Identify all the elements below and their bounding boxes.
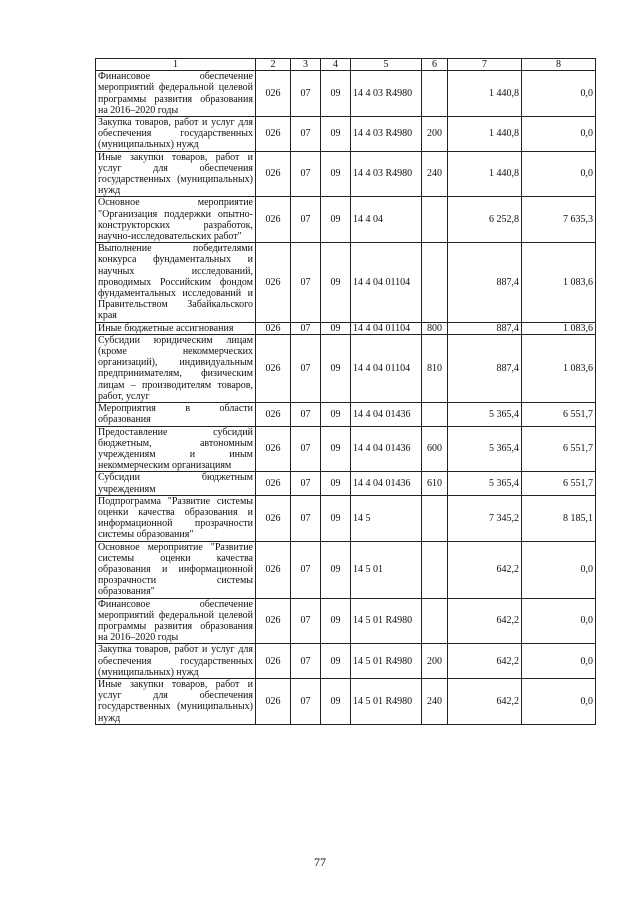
- section-cell: 07: [291, 151, 321, 197]
- admin-code-cell: 026: [256, 71, 291, 117]
- admin-code-cell: 026: [256, 151, 291, 197]
- target-article-cell: 14 4 04 01436: [351, 403, 422, 426]
- section-cell: 07: [291, 71, 321, 117]
- section-cell: 07: [291, 678, 321, 724]
- target-article-cell: 14 4 04 01104: [351, 334, 422, 402]
- section-cell: 07: [291, 334, 321, 402]
- header-cell: 2: [256, 59, 291, 71]
- row-name-cell: Основное мероприятие "Развитие системы оценки качества образования и информационной прозрачности системы образования": [96, 541, 256, 598]
- subsection-cell: 09: [321, 598, 351, 644]
- admin-code-cell: 026: [256, 117, 291, 152]
- header-cell: 8: [522, 59, 596, 71]
- expense-type-cell: 600: [422, 426, 448, 472]
- table-row: [96, 151, 596, 197]
- amount-year2-cell: 6 551,7: [522, 426, 596, 472]
- amount-year1-cell: 7 345,2: [448, 495, 522, 541]
- admin-code-cell: 026: [256, 197, 291, 243]
- amount-year2-cell: 8 185,1: [522, 495, 596, 541]
- header-cell: 7: [448, 59, 522, 71]
- row-name-cell: Закупка товаров, работ и услуг для обеспечения государственных (муниципальных) нужд: [96, 117, 256, 152]
- amount-year2-cell: 1 083,6: [522, 243, 596, 322]
- expense-type-cell: 810: [422, 334, 448, 402]
- admin-code-cell: 026: [256, 598, 291, 644]
- amount-year1-cell: 887,4: [448, 243, 522, 322]
- expense-type-cell: 240: [422, 151, 448, 197]
- section-cell: 07: [291, 403, 321, 426]
- subsection-cell: 09: [321, 334, 351, 402]
- amount-year1-cell: 6 252,8: [448, 197, 522, 243]
- expense-type-cell: [422, 403, 448, 426]
- row-name-cell: Субсидии юридическим лицам (кроме некоммерческих организаций), индивидуальным предпринимателям, физическим лицам – производителям товаров, работ, услуг: [96, 334, 256, 402]
- table-row: [96, 644, 596, 679]
- row-name-cell: Выполнение победителями конкурса фундаментальных и научных исследований, проводимых Российским фондом фундаментальных исследований и Правительством Забайкальского края: [96, 243, 256, 322]
- header-cell: 4: [321, 59, 351, 71]
- header-row: [96, 59, 596, 71]
- row-name-cell: Подпрограмма "Развитие системы оценки качества образования и информационной прозрачности системы образования": [96, 495, 256, 541]
- table-row: [96, 334, 596, 402]
- admin-code-cell: 026: [256, 243, 291, 322]
- amount-year2-cell: 6 551,7: [522, 472, 596, 495]
- section-cell: 07: [291, 598, 321, 644]
- target-article-cell: 14 4 04 01104: [351, 243, 422, 322]
- table-row: [96, 117, 596, 152]
- target-article-cell: 14 5 01 R4980: [351, 644, 422, 679]
- subsection-cell: 09: [321, 197, 351, 243]
- table-row: [96, 197, 596, 243]
- expense-type-cell: [422, 541, 448, 598]
- table-row: [96, 403, 596, 426]
- subsection-cell: 09: [321, 71, 351, 117]
- row-name-cell: Закупка товаров, работ и услуг для обеспечения государственных (муниципальных) нужд: [96, 644, 256, 679]
- table-row: [96, 472, 596, 495]
- amount-year1-cell: 1 440,8: [448, 151, 522, 197]
- expense-type-cell: [422, 243, 448, 322]
- table-row: [96, 322, 596, 334]
- target-article-cell: 14 4 04 01436: [351, 426, 422, 472]
- subsection-cell: 09: [321, 678, 351, 724]
- amount-year2-cell: 0,0: [522, 151, 596, 197]
- section-cell: 07: [291, 644, 321, 679]
- header-cell: 1: [96, 59, 256, 71]
- expense-type-cell: [422, 598, 448, 644]
- section-cell: 07: [291, 197, 321, 243]
- row-name-cell: Иные закупки товаров, работ и услуг для обеспечения государственных (муниципальных) нужд: [96, 151, 256, 197]
- subsection-cell: 09: [321, 541, 351, 598]
- expense-type-cell: 200: [422, 117, 448, 152]
- section-cell: 07: [291, 243, 321, 322]
- section-cell: 07: [291, 322, 321, 334]
- section-cell: 07: [291, 541, 321, 598]
- amount-year1-cell: 5 365,4: [448, 403, 522, 426]
- expense-type-cell: [422, 197, 448, 243]
- subsection-cell: 09: [321, 322, 351, 334]
- row-name-cell: Финансовое обеспечение мероприятий федеральной целевой программы развития образования на 2016–2020 годы: [96, 71, 256, 117]
- admin-code-cell: 026: [256, 403, 291, 426]
- expense-type-cell: 610: [422, 472, 448, 495]
- amount-year1-cell: 642,2: [448, 598, 522, 644]
- admin-code-cell: 026: [256, 644, 291, 679]
- amount-year1-cell: 642,2: [448, 644, 522, 679]
- table-row: [96, 541, 596, 598]
- table-row: [96, 426, 596, 472]
- row-name-cell: Финансовое обеспечение мероприятий федеральной целевой программы развития образования на 2016–2020 годы: [96, 598, 256, 644]
- header-cell: 6: [422, 59, 448, 71]
- amount-year1-cell: 887,4: [448, 322, 522, 334]
- amount-year2-cell: 6 551,7: [522, 403, 596, 426]
- target-article-cell: 14 4 03 R4980: [351, 117, 422, 152]
- row-name-cell: Основное мероприятие "Организация поддержки опытно-конструкторских разработок, научно-исследовательских работ": [96, 197, 256, 243]
- admin-code-cell: 026: [256, 541, 291, 598]
- target-article-cell: 14 5 01: [351, 541, 422, 598]
- amount-year2-cell: 0,0: [522, 117, 596, 152]
- amount-year1-cell: 5 365,4: [448, 426, 522, 472]
- table-row: [96, 71, 596, 117]
- table-body: [96, 71, 596, 725]
- section-cell: 07: [291, 472, 321, 495]
- admin-code-cell: 026: [256, 678, 291, 724]
- header-cell: 3: [291, 59, 321, 71]
- row-name-cell: Иные бюджетные ассигнования: [96, 322, 256, 334]
- target-article-cell: 14 5: [351, 495, 422, 541]
- target-article-cell: 14 4 03 R4980: [351, 151, 422, 197]
- expense-type-cell: [422, 71, 448, 117]
- subsection-cell: 09: [321, 495, 351, 541]
- amount-year2-cell: 0,0: [522, 541, 596, 598]
- subsection-cell: 09: [321, 426, 351, 472]
- target-article-cell: 14 5 01 R4980: [351, 678, 422, 724]
- subsection-cell: 09: [321, 403, 351, 426]
- amount-year2-cell: 0,0: [522, 644, 596, 679]
- admin-code-cell: 026: [256, 426, 291, 472]
- subsection-cell: 09: [321, 151, 351, 197]
- amount-year2-cell: 1 083,6: [522, 334, 596, 402]
- amount-year1-cell: 5 365,4: [448, 472, 522, 495]
- row-name-cell: Субсидии бюджетным учреждениям: [96, 472, 256, 495]
- section-cell: 07: [291, 495, 321, 541]
- amount-year2-cell: 0,0: [522, 598, 596, 644]
- target-article-cell: 14 5 01 R4980: [351, 598, 422, 644]
- subsection-cell: 09: [321, 117, 351, 152]
- budget-table: [95, 58, 596, 725]
- table-row: [96, 598, 596, 644]
- subsection-cell: 09: [321, 472, 351, 495]
- admin-code-cell: 026: [256, 495, 291, 541]
- amount-year2-cell: 0,0: [522, 678, 596, 724]
- admin-code-cell: 026: [256, 334, 291, 402]
- admin-code-cell: 026: [256, 322, 291, 334]
- expense-type-cell: 240: [422, 678, 448, 724]
- table-row: [96, 678, 596, 724]
- target-article-cell: 14 4 04 01104: [351, 322, 422, 334]
- row-name-cell: Мероприятия в области образования: [96, 403, 256, 426]
- row-name-cell: Иные закупки товаров, работ и услуг для обеспечения государственных (муниципальных) нужд: [96, 678, 256, 724]
- amount-year1-cell: 887,4: [448, 334, 522, 402]
- section-cell: 07: [291, 426, 321, 472]
- header-cell: 5: [351, 59, 422, 71]
- admin-code-cell: 026: [256, 472, 291, 495]
- subsection-cell: 09: [321, 644, 351, 679]
- target-article-cell: 14 4 04 01436: [351, 472, 422, 495]
- amount-year1-cell: 642,2: [448, 678, 522, 724]
- section-cell: 07: [291, 117, 321, 152]
- expense-type-cell: 800: [422, 322, 448, 334]
- row-name-cell: Предоставление субсидий бюджетным, автономным учреждениям и иным некоммерческим организациям: [96, 426, 256, 472]
- expense-type-cell: 200: [422, 644, 448, 679]
- table-row: [96, 495, 596, 541]
- amount-year1-cell: 1 440,8: [448, 117, 522, 152]
- expense-type-cell: [422, 495, 448, 541]
- target-article-cell: 14 4 04: [351, 197, 422, 243]
- amount-year2-cell: 7 635,3: [522, 197, 596, 243]
- subsection-cell: 09: [321, 243, 351, 322]
- amount-year2-cell: 1 083,6: [522, 322, 596, 334]
- amount-year1-cell: 1 440,8: [448, 71, 522, 117]
- amount-year1-cell: 642,2: [448, 541, 522, 598]
- table-row: [96, 243, 596, 322]
- amount-year2-cell: 0,0: [522, 71, 596, 117]
- target-article-cell: 14 4 03 R4980: [351, 71, 422, 117]
- page-number: 77: [314, 855, 326, 869]
